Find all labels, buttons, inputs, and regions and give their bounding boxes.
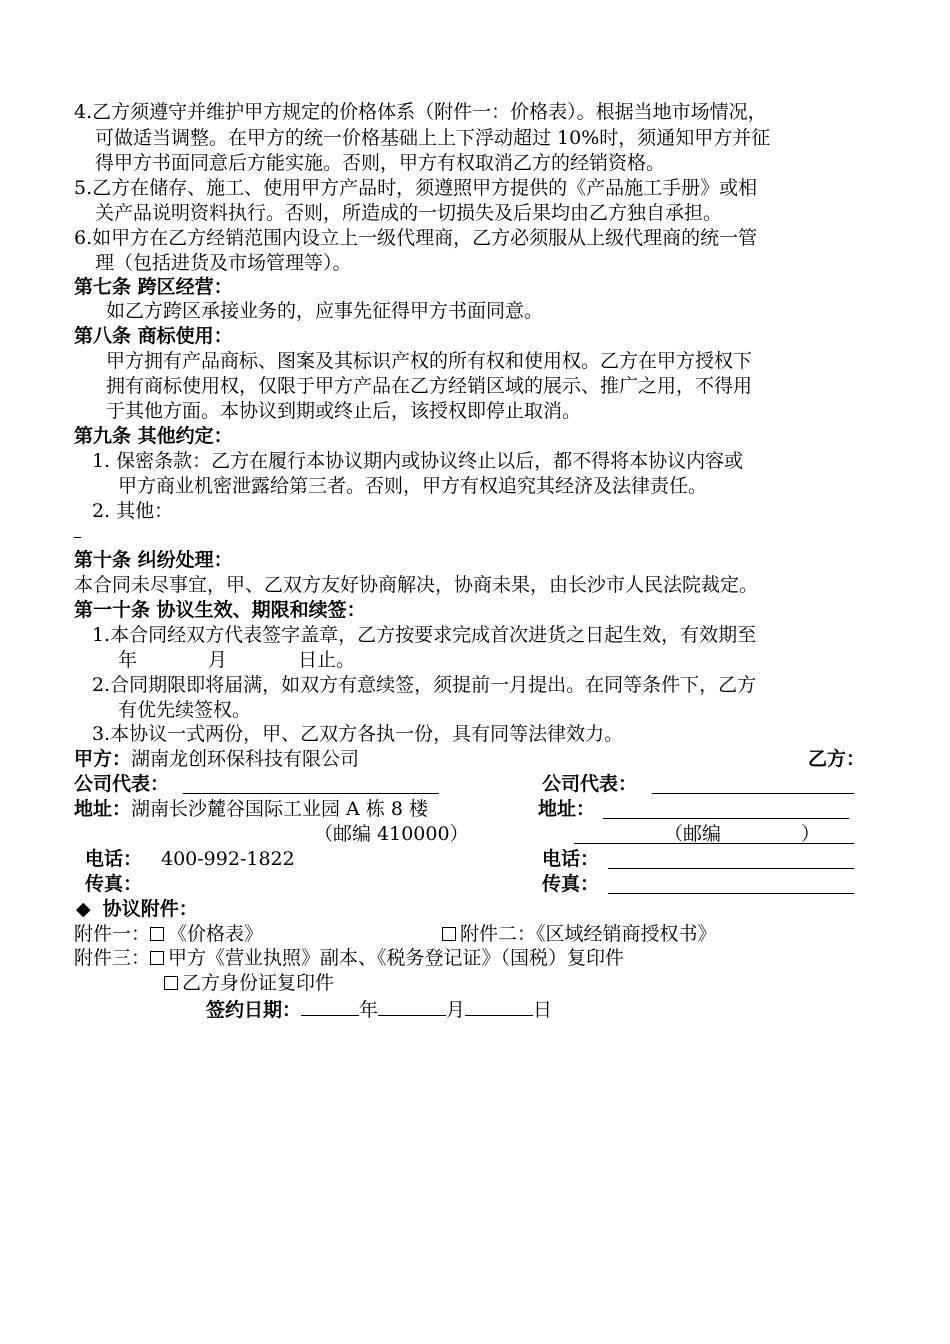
party-b-postcode-close: ） [801, 823, 821, 845]
attachment-2-text: 《区域经销商授权书》 [536, 923, 717, 945]
attachment-3 [74, 946, 624, 971]
party-a-address: 湖南长沙麓谷国际工业园 A 栋 8 楼 [131, 798, 428, 820]
article-8-line-1: 甲方拥有产品商标、图案及其标识产权的所有权和使用权。乙方在甲方授权下 [106, 350, 753, 372]
attachment-1-text: 《价格表》 [168, 923, 264, 945]
article-9-title: 第九条 其他约定： [74, 425, 233, 447]
attachment-4-text: 乙方身份证复印件 [182, 972, 335, 994]
attachments-heading [76, 897, 198, 922]
article-10-body: 本合同未尽事宜，甲、乙双方友好协商解决，协商未果，由长沙市人民法院裁定。 [74, 574, 759, 596]
party-b-fax-label: 传真： [542, 873, 600, 895]
signing-year-unit: 年 [359, 999, 379, 1021]
article-11-title: 第一十条 协议生效、期限和续签： [74, 599, 366, 621]
party-a-address-line [74, 797, 428, 822]
party-b-label: 乙方： [808, 748, 866, 770]
party-b-phone-field[interactable] [608, 868, 854, 869]
party-b-postcode-open: （邮编 [664, 823, 722, 845]
clause-4-line-3: 得甲方书面同意后方能实施。否则，甲方有权取消乙方的经销资格。 [95, 152, 666, 174]
article-11-item-3: 3.本协议一式两份，甲、乙双方各执一份，具有同等法律效力。 [92, 723, 624, 745]
signing-month-field[interactable] [378, 996, 446, 1016]
article-9-item-1-line-1: 1. 保密条款：乙方在履行本协议期内或协议终止以后，都不得将本协议内容或 [92, 450, 744, 472]
signing-month-unit: 月 [446, 999, 466, 1021]
attachment-2 [442, 922, 717, 947]
party-a-name: 湖南龙创环保科技有限公司 [131, 748, 360, 770]
party-b-addr-label: 地址： [538, 798, 596, 820]
attachment-1-label: 附件一： [74, 923, 151, 945]
party-b-phone-label: 电话： [542, 848, 600, 870]
attachment-3-text: 甲方《营业执照》副本、《税务登记证》（国税）复印件 [168, 947, 625, 969]
party-a-phone: 400-992-1822 [161, 848, 295, 870]
article-11-item-1-day: 日止。 [298, 649, 356, 671]
checkbox-icon[interactable] [442, 927, 456, 941]
diamond-bullet-icon: ◆ [76, 898, 91, 920]
article-9-item-1-line-2: 甲方商业机密泄露给第三者。否则，甲方有权追究其经济及法律责任。 [118, 475, 708, 497]
signing-day-field[interactable] [465, 996, 533, 1016]
attachment-4 [164, 971, 334, 996]
attachment-1 [74, 922, 263, 947]
clause-6-line-2: 理（包括进货及市场管理等）。 [95, 252, 352, 274]
party-a-rep-field[interactable] [183, 793, 439, 794]
clause-6-line-1: 6.如甲方在乙方经销范围内设立上一级代理商，乙方必须服从上级代理商的统一管 [74, 227, 758, 249]
article-11-item-2-line-1: 2.合同期限即将届满，如双方有意续签，须提前一月提出。在同等条件下，乙方 [92, 674, 757, 696]
article-11-item-1-line-1: 1.本合同经双方代表签字盖章，乙方按要求完成首次进货之日起生效，有效期至 [92, 624, 757, 646]
article-11-item-2-line-2: 有优先续签权。 [118, 699, 252, 721]
article-11-item-1-year: 年 [118, 649, 138, 671]
article-8-title: 第八条 商标使用： [74, 325, 233, 347]
clause-4-line-1: 4.乙方须遵守并维护甲方规定的价格体系（附件一：价格表）。根据当地市场情况， [74, 101, 767, 123]
article-7-title: 第七条 跨区经营： [74, 276, 233, 298]
party-b-rep-field[interactable] [652, 793, 854, 794]
checkbox-icon[interactable] [164, 976, 178, 990]
checkbox-icon[interactable] [150, 951, 164, 965]
signing-date-label: 签约日期： [206, 999, 302, 1021]
article-8-line-3: 于其他方面。本协议到期或终止后，该授权即停止取消。 [106, 400, 582, 422]
attachments-title: 协议附件： [102, 898, 198, 920]
signing-date [206, 996, 552, 1023]
article-10-title: 第十条 纠纷处理： [74, 549, 233, 571]
article-11-item-1-month: 月 [208, 649, 228, 671]
attachment-2-label: 附件二： [460, 923, 537, 945]
party-a-addr-label: 地址： [74, 798, 132, 820]
party-a-line [74, 747, 359, 772]
party-a-postcode: （邮编 410000） [314, 823, 469, 845]
checkbox-icon[interactable] [150, 927, 164, 941]
article-7-body: 如乙方跨区承接业务的，应事先征得甲方书面同意。 [106, 300, 544, 322]
clause-4-line-2: 可做适当调整。在甲方的统一价格基础上上下浮动超过 10%时，须通知甲方并征 [95, 127, 771, 149]
attachment-3-label: 附件三： [74, 947, 151, 969]
party-b-address-field[interactable] [603, 818, 849, 819]
cursor-mark [74, 537, 81, 538]
article-8-line-2: 拥有商标使用权，仅限于甲方产品在乙方经销区域的展示、推广之用，不得用 [106, 375, 753, 397]
party-a-phone-label: 电话： [85, 848, 143, 870]
party-a-rep-label: 公司代表： [74, 773, 170, 795]
party-b-fax-field[interactable] [608, 893, 854, 894]
party-a-label: 甲方： [74, 748, 132, 770]
party-b-rep-label: 公司代表： [542, 773, 638, 795]
signing-day-unit: 日 [533, 999, 553, 1021]
party-a-fax-label: 传真： [85, 873, 143, 895]
article-9-item-2: 2. 其他： [92, 500, 174, 522]
clause-5-line-2: 关产品说明资料执行。否则，所造成的一切损失及后果均由乙方独自承担。 [95, 202, 723, 224]
signing-year-field[interactable] [301, 996, 359, 1016]
clause-5-line-1: 5.乙方在储存、施工、使用甲方产品时，须遵照甲方提供的《产品施工手册》或相 [74, 177, 758, 199]
